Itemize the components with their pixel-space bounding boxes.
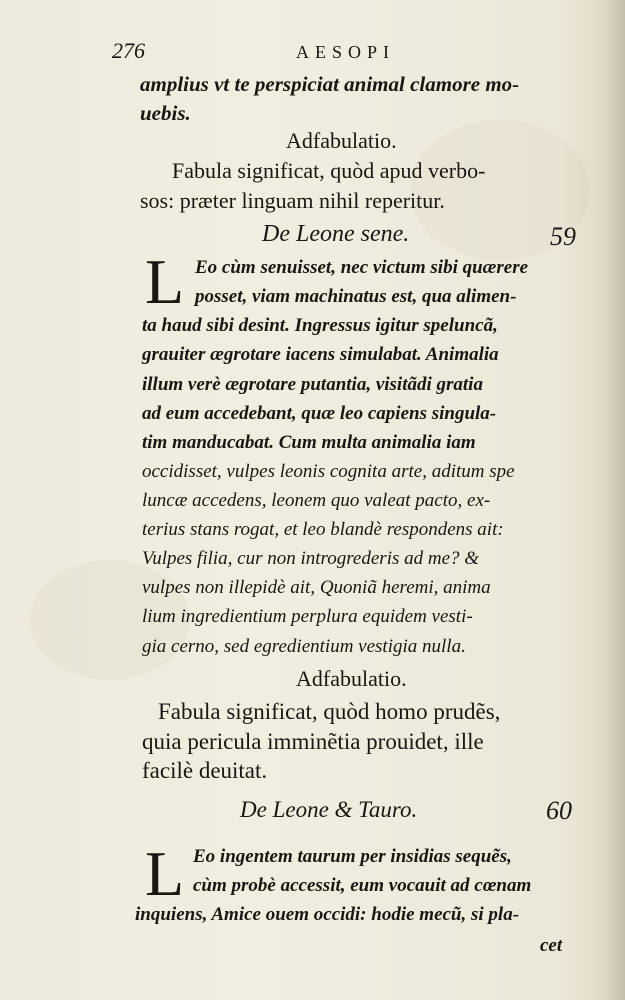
text-line: ad eum accedebant, quæ leo capiens singula- xyxy=(142,403,497,424)
text-line: inquiens, Amice ouem occidi: hodie mecũ, si pla- xyxy=(135,904,520,925)
text-line: ta haud sibi desint. Ingressus igitur speluncã, xyxy=(142,315,498,336)
text-line: grauiter ægrotare iacens simulabat. Animalia xyxy=(142,344,499,365)
fable-title: De Leone sene. xyxy=(262,221,410,247)
drop-cap: L xyxy=(145,246,185,317)
catchword: cet xyxy=(540,935,563,956)
text-line: luncæ accedens, leonem quo valeat pacto, ex- xyxy=(142,490,491,511)
fable-title: De Leone & Tauro. xyxy=(240,797,418,822)
moral-heading: Adfabulatio. xyxy=(286,128,397,153)
text-line: Eo cùm senuisset, nec victum sibi quærere xyxy=(195,257,529,278)
text-line: sos: præter linguam nihil reperitur. xyxy=(140,188,445,213)
text-line: Vulpes filia, cur non introgrederis ad me? & xyxy=(142,548,480,569)
text-line: Fabula significat, quòd apud verbo- xyxy=(172,158,486,183)
text-line: uebis. xyxy=(140,101,191,125)
page-gutter-shadow xyxy=(605,0,625,1000)
text-line: tim manducabat. Cum multa animalia iam xyxy=(142,432,476,453)
text-line: lium ingredientium perplura equidem vesti- xyxy=(142,606,473,627)
fable-number: 59 xyxy=(550,222,576,251)
drop-cap: L xyxy=(145,838,185,909)
text-line: cùm probè accessit, eum vocauit ad cœnam xyxy=(193,875,532,896)
text-line: gia cerno, sed egredientium vestigia nulla. xyxy=(142,636,466,657)
text-line: amplius vt te perspiciat animal clamore mo- xyxy=(140,72,520,96)
text-line: posset, viam machinatus est, qua alimen- xyxy=(195,286,517,307)
running-title: AESOPI xyxy=(296,42,396,62)
text-line: terius stans rogat, et leo blandè respondens ait: xyxy=(142,519,504,540)
moral-heading: Adfabulatio. xyxy=(296,666,407,691)
fable-number: 60 xyxy=(546,796,572,825)
text-line: illum verè ægrotare putantia, visitãdi gratia xyxy=(142,374,483,395)
text-line: vulpes non illepidè ait, Quoniã heremi, anima xyxy=(142,577,491,598)
page-number: 276 xyxy=(112,38,145,63)
text-line: Fabula significat, quòd homo prudẽs, xyxy=(158,699,501,724)
text-line: quia pericula imminẽtia prouidet, ille xyxy=(142,729,484,754)
text-line: Eo ingentem taurum per insidias sequẽs, xyxy=(193,846,512,867)
text-line: facilè deuitat. xyxy=(142,758,268,783)
text-line: occidisset, vulpes leonis cognita arte, aditum spe xyxy=(142,461,515,482)
